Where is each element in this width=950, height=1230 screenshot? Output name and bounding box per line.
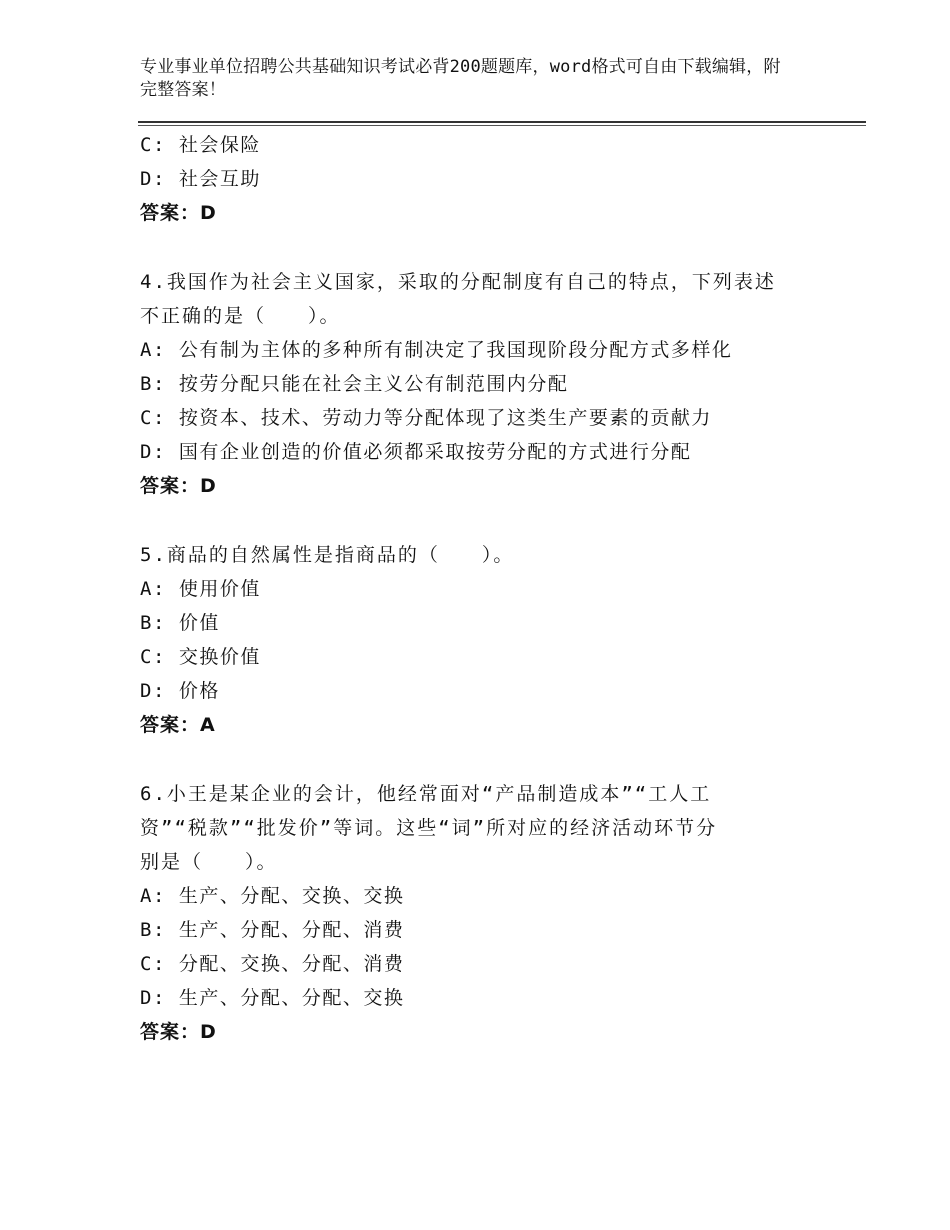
- question-stem-line: 别是（ ）。: [140, 851, 278, 873]
- option-d: D: 国有企业创造的价值必须都采取按劳分配的方式进行分配: [140, 441, 692, 463]
- answer-label: 答案：: [140, 714, 201, 736]
- option-d: D: 社会互助: [140, 168, 261, 190]
- answer-line: [140, 196, 800, 230]
- question-spacer: [140, 742, 800, 777]
- question-stem-line: 资”“税款”“批发价”等词。这些“词”所对应的经济活动环节分: [140, 817, 718, 839]
- question-block-4: [140, 265, 800, 503]
- option-b: B: 按劳分配只能在社会主义公有制范围内分配: [140, 373, 569, 395]
- question-spacer: [140, 503, 800, 538]
- option-a: A: 公有制为主体的多种所有制决定了我国现阶段分配方式多样化: [140, 339, 733, 361]
- option-b: B: 生产、分配、分配、消费: [140, 919, 405, 941]
- question-block-prev: [140, 128, 800, 230]
- header-divider-thin: [138, 125, 866, 126]
- question-spacer: [140, 230, 800, 265]
- option-d: D: 价格: [140, 680, 220, 702]
- answer-value: A: [200, 714, 216, 736]
- answer-line: [140, 708, 800, 742]
- answer-value: D: [200, 475, 217, 497]
- option-d: D: 生产、分配、分配、交换: [140, 987, 405, 1009]
- question-list: [140, 128, 800, 1049]
- option-c: C: 社会保险: [140, 134, 261, 156]
- header-title: 专业事业单位招聘公共基础知识考试必背200题题库，word格式可自由下载编辑，附完整答案！: [140, 57, 781, 100]
- option-c: C: 分配、交换、分配、消费: [140, 953, 405, 975]
- question-stem-line: 不正确的是（ ）。: [140, 305, 341, 327]
- answer-label: 答案：: [140, 202, 201, 224]
- option-a: A: 生产、分配、交换、交换: [140, 885, 405, 907]
- header-divider-thick: [138, 121, 866, 123]
- answer-value: D: [200, 1021, 217, 1043]
- question-stem-line: 4.我国作为社会主义国家，采取的分配制度有自己的特点，下列表述: [140, 271, 776, 293]
- question-block-5: [140, 538, 800, 742]
- option-c: C: 按资本、技术、劳动力等分配体现了这类生产要素的贡献力: [140, 407, 712, 429]
- option-a: A: 使用价值: [140, 578, 261, 600]
- answer-value: D: [200, 202, 217, 224]
- question-stem-line: 6.小王是某企业的会计，他经常面对“产品制造成本”“工人工: [140, 783, 712, 805]
- answer-label: 答案：: [140, 1021, 201, 1043]
- answer-label: 答案：: [140, 475, 201, 497]
- answer-line: [140, 469, 800, 503]
- option-b: B: 价值: [140, 612, 220, 634]
- page-header: [140, 56, 790, 102]
- question-stem-line: 5.商品的自然属性是指商品的（ ）。: [140, 544, 515, 566]
- question-block-6: [140, 777, 800, 1049]
- answer-line: [140, 1015, 800, 1049]
- option-c: C: 交换价值: [140, 646, 261, 668]
